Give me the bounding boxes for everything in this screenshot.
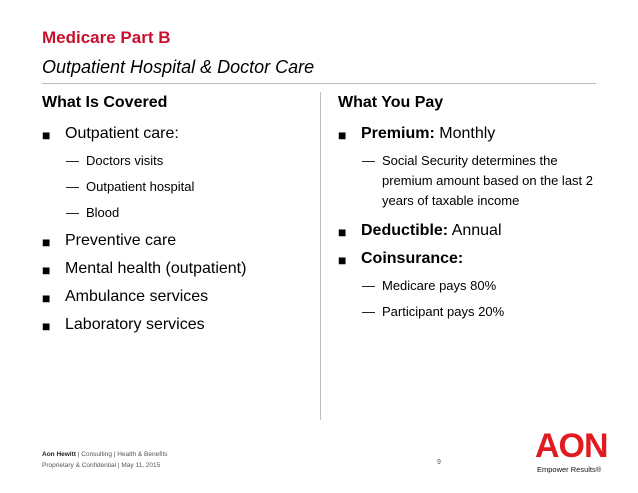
list-item-text: Participant pays 20%	[382, 304, 505, 319]
logo-tagline: Empower Results®	[537, 465, 602, 474]
square-bullet-icon: ■	[42, 318, 51, 334]
list-item-text: Laboratory services	[65, 316, 205, 333]
list-item	[338, 124, 608, 144]
list-item	[42, 124, 312, 144]
list-item	[42, 315, 312, 335]
list-item	[42, 259, 312, 279]
dash-bullet-icon: —	[362, 304, 375, 319]
pay-column	[338, 94, 608, 322]
covered-heading: What Is Covered	[42, 94, 168, 111]
list-item-text: Monthly	[434, 125, 496, 142]
footer-line-1-text: | Consulting | Health & Benefits	[77, 451, 168, 458]
list-item	[338, 151, 610, 211]
logo-wordmark: AON	[535, 427, 608, 465]
square-bullet-icon: ■	[42, 234, 51, 250]
footer-line-2: Proprietary & Confidential | May 11, 2015	[42, 462, 161, 469]
slide-title: Medicare Part B	[42, 28, 171, 47]
list-item-text: Ambulance services	[65, 288, 209, 305]
dash-bullet-icon: —	[362, 153, 375, 168]
aon-logo	[535, 429, 608, 474]
square-bullet-icon: ■	[42, 127, 51, 143]
square-bullet-icon: ■	[42, 262, 51, 278]
list-item	[42, 151, 312, 171]
slide-subtitle: Outpatient Hospital & Doctor Care	[42, 57, 315, 77]
list-item-text: Outpatient care:	[65, 125, 179, 142]
list-item-label: Deductible:	[361, 222, 449, 239]
list-item-text: Preventive care	[65, 232, 177, 249]
list-item	[42, 287, 312, 307]
list-item-text: Mental health (outpatient)	[65, 260, 247, 277]
list-item	[338, 221, 608, 241]
dash-bullet-icon: —	[66, 205, 79, 220]
square-bullet-icon: ■	[42, 290, 51, 306]
list-item-text: Outpatient hospital	[86, 179, 195, 194]
square-bullet-icon: ■	[338, 252, 347, 268]
list-item-label: Premium:	[361, 125, 435, 142]
list-item-text: Annual	[448, 222, 502, 239]
list-item-text: Social Security determines the premium amount based on the last 2 years of taxable income	[382, 153, 594, 208]
footer-company: Aon Hewitt	[42, 451, 76, 458]
column-divider	[320, 92, 321, 420]
page-number: 9	[437, 459, 441, 466]
pay-heading: What You Pay	[338, 94, 444, 111]
list-item	[42, 231, 312, 251]
square-bullet-icon: ■	[338, 127, 347, 143]
title-divider	[42, 83, 596, 84]
list-item-label: Coinsurance:	[361, 250, 464, 267]
list-item	[42, 177, 312, 197]
dash-bullet-icon: —	[66, 153, 79, 168]
list-item-text: Medicare pays 80%	[382, 278, 497, 293]
footer-line-1	[42, 451, 168, 458]
dash-bullet-icon: —	[362, 278, 375, 293]
square-bullet-icon: ■	[338, 224, 347, 240]
list-item	[42, 203, 312, 223]
list-item-text: Doctors visits	[86, 153, 164, 168]
covered-column	[42, 94, 312, 335]
list-item-text: Blood	[86, 205, 120, 220]
list-item	[338, 302, 608, 322]
list-item	[338, 249, 608, 269]
list-item	[338, 276, 608, 296]
dash-bullet-icon: —	[66, 179, 79, 194]
